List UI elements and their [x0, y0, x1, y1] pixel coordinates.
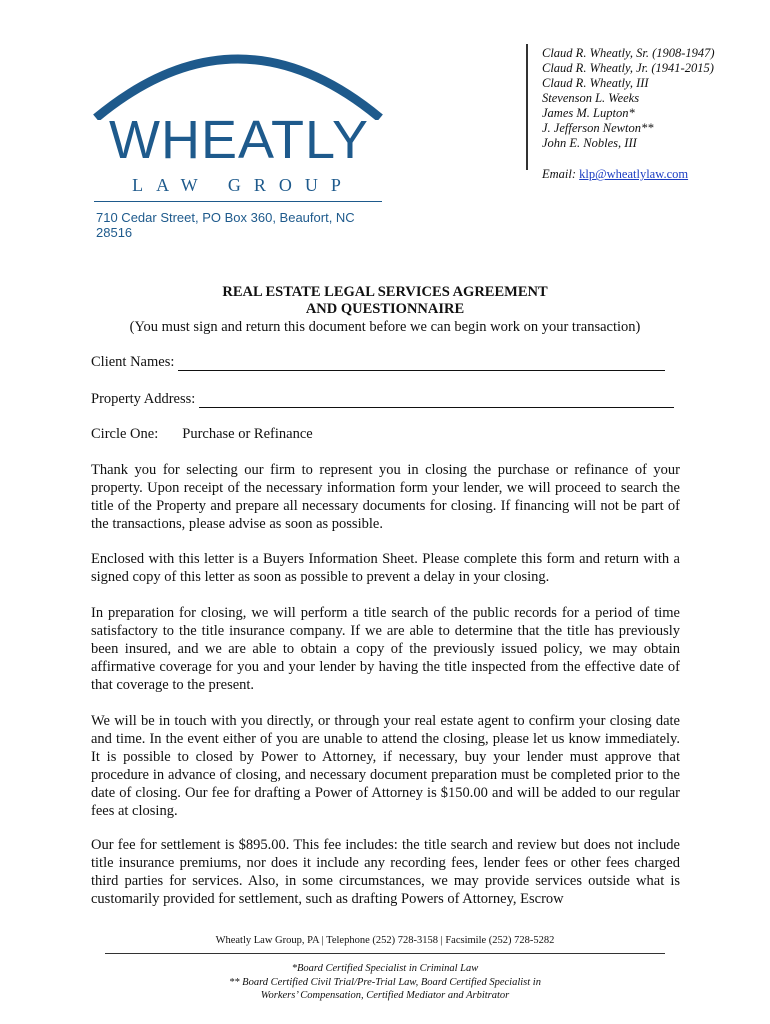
attorney-list — [542, 46, 715, 151]
email-label: Email: — [542, 167, 577, 181]
logo-arc-icon — [88, 40, 388, 120]
attorney-name: John E. Nobles, III — [542, 136, 637, 150]
firm-logo — [88, 40, 388, 240]
client-names-input-line[interactable] — [178, 356, 665, 371]
property-address-field — [91, 391, 674, 408]
firm-address: 710 Cedar Street, PO Box 360, Beaufort, NC 28516 — [96, 210, 355, 240]
body-paragraph: In preparation for closing, we will perform a title search of the public records for a period of time satisfactory to the title insurance company. If we are able to determine that the title has previously been insured, and we are able to obtain a copy of the previously issued policy, we may obtain affirmative coverage for you and your lender by having the title inspected from the effective date of that coverage to the present. — [91, 605, 680, 693]
letterhead-divider — [526, 44, 528, 170]
property-address-label: Property Address: — [91, 391, 196, 407]
logo-subtitle: LAW GROUP — [132, 175, 354, 195]
attorney-name: J. Jefferson Newton** — [542, 121, 654, 135]
attorney-name: Claud R. Wheatly, Jr. (1941-2015) — [542, 61, 714, 75]
body-paragraph: Enclosed with this letter is a Buyers Information Sheet. Please complete this form and return with a signed copy of this letter as soon as possible to prevent a delay in your closing. — [91, 551, 680, 585]
circle-one-options[interactable]: Purchase or Refinance — [182, 426, 313, 442]
property-address-input-line[interactable] — [199, 393, 674, 408]
footer-note: ** Board Certified Civil Trial/Pre-Trial Law, Board Certified Specialist in — [229, 976, 541, 988]
client-names-field — [91, 354, 665, 371]
footer-note: Workers’ Compensation, Certified Mediator and Arbitrator — [260, 990, 510, 1001]
footer-note: *Board Certified Specialist in Criminal Law — [291, 963, 479, 974]
attorney-name: James M. Lupton* — [542, 106, 635, 120]
logo-divider — [94, 201, 382, 202]
title-line-1: REAL ESTATE LEGAL SERVICES AGREEMENT — [222, 284, 548, 300]
footer-notes — [0, 962, 770, 1003]
logo-wordmark: WHEATLY — [108, 110, 370, 170]
footer-divider — [105, 953, 665, 954]
attorney-name: Claud R. Wheatly, Sr. (1908-1947) — [542, 46, 715, 60]
document-title — [0, 284, 770, 318]
body-paragraph: We will be in touch with you directly, or through your real estate agent to confirm your closing date and time. In the event either of you are unable to attend the closing, please let us know immediately. It is possible to closed by Power to Attorney, if necessary, buy your lender must approve that procedure in advance of closing, and necessary document preparation must be completed prior to the date of closing. Our fee for drafting a Power of Attorney is $150.00 and will be added to our regular fees at closing. — [91, 713, 680, 819]
attorney-name: Claud R. Wheatly, III — [542, 76, 649, 90]
circle-one-row — [91, 426, 313, 443]
footer-contact: Wheatly Law Group, PA | Telephone (252) 728-3158 | Facsimile (252) 728-5282 — [215, 935, 555, 946]
document-subtitle: (You must sign and return this document before we can begin work on your transaction) — [129, 319, 641, 335]
client-names-label: Client Names: — [91, 354, 175, 370]
body-paragraph: Our fee for settlement is $895.00. This fee includes: the title search and review but does not include title insurance premiums, nor does it include any recording fees, lender fees or other fees charged third parties for services. Also, in some circumstances, we may provide services outside what is customarily provided for settlement, such as drafting Powers of Attorney, Escrow — [91, 837, 680, 907]
email-link[interactable]: klp@wheatlylaw.com — [579, 167, 689, 181]
email-line — [542, 167, 688, 182]
body-paragraph: Thank you for selecting our firm to represent you in closing the purchase or refinance of your property. Upon receipt of the necessary information form your lender, we will proceed to search the title of the Property and prepare all necessary documents for closing. If financing will not be part of the transactions, please advise as soon as possible. — [91, 462, 680, 532]
circle-one-label: Circle One: — [91, 426, 159, 442]
attorney-name: Stevenson L. Weeks — [542, 91, 640, 105]
title-line-2: AND QUESTIONNAIRE — [305, 301, 465, 317]
